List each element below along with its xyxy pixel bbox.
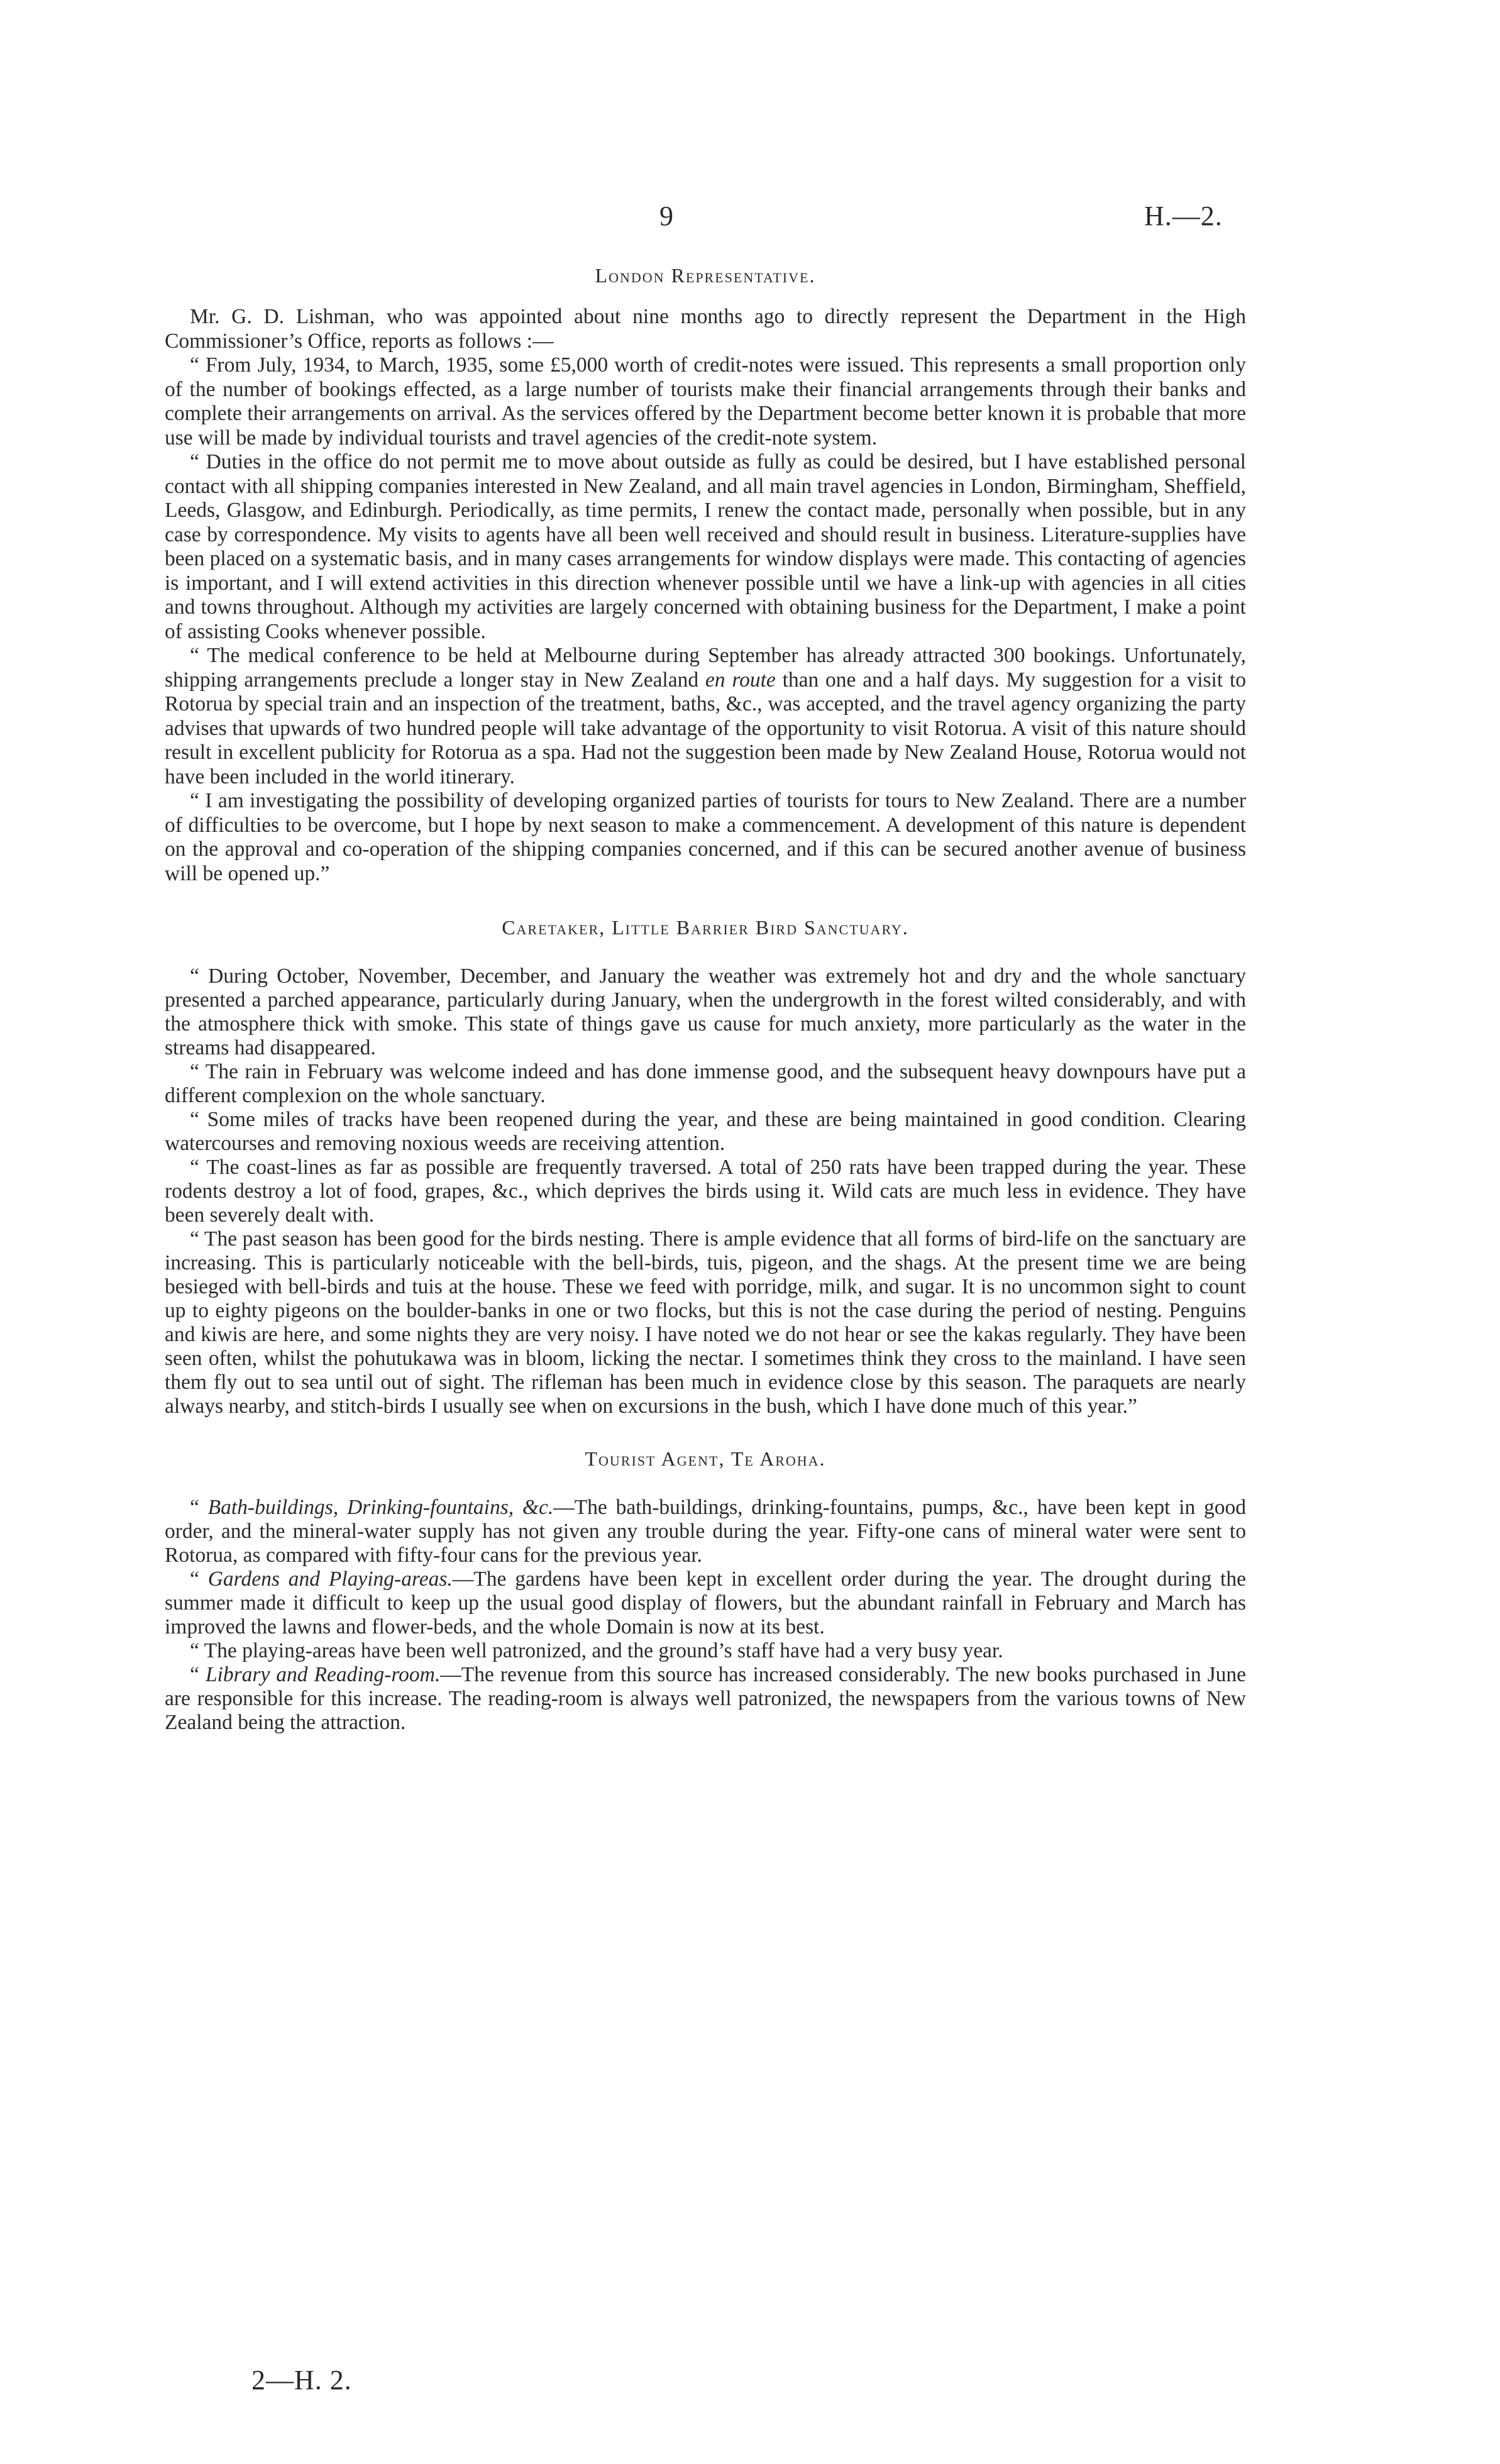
paragraph-text: —The revenue from this source has increased considerably. The new books purchased in June are responsible for this increase. The reading-room is always well patronized, the newspapers from the various towns of New Zealand being the attraction. [165, 1663, 1246, 1734]
section-tourist-agent-te-aroha [165, 1447, 1246, 1735]
section-heading: Tourist Agent, Te Aroha. [585, 1447, 826, 1470]
document-reference: H.—2. [1144, 201, 1223, 231]
paragraph-text: “ The medical conference to be held at Melbourne during September has already attracted 300 bookings. Unfortunately, shipping arrangements preclude a longer stay in New Zealand [165, 644, 1246, 692]
paragraph: “ The coast-lines as far as possible are frequently traversed. A total of 250 rats have been trapped during the year. These rodents destroy a lot of food, grapes, &c., which deprives the birds using it. Wild cats are much less in evidence. They have been severely dealt with. [165, 1156, 1246, 1227]
page-number: 9 [659, 201, 673, 231]
paragraph-text: —The gardens have been kept in excellent order during the year. The drought during the summer made it difficult to keep up the usual good display of flowers, but the abundant rainfall in February and March has improved the lawns and flower-beds, and the whole Domain is now at its best. [165, 1567, 1246, 1638]
italic-subheading: Bath-buildings, Drinking-fountains, &c. [207, 1496, 554, 1519]
italic-phrase: en route [705, 668, 776, 692]
page-content [165, 264, 1246, 1735]
paragraph [165, 644, 1246, 789]
paragraph: “ The rain in February was welcome indeed and has done immense good, and the subsequent heavy downpours have put a different complexion on the whole sanctuary. [165, 1060, 1246, 1107]
section-london-representative [165, 264, 1246, 886]
italic-subheading: Gardens and Playing-areas. [207, 1567, 453, 1591]
paragraph: “ Duties in the office do not permit me to move about outside as fully as could be desired, but I have established personal contact with all shipping companies interested in New Zealand, and all main travel agencies in London, Birmingham, Sheffield, Leeds, Glasgow, and Edinburgh. Periodically, as time permits, I renew the contact made, personally when possible, but in any case by correspondence. My visits to agents have all been well received and should result in business. Literature-supplies have been placed on a systematic basis, and in many cases arrangements for window displays were made. This contacting of agencies is important, and I will extend activities in this direction whenever possible until we have a link-up with agencies in all cities and towns throughout. Although my activities are largely concerned with obtaining business for the Department, I make a point of assisting Cooks whenever possible. [165, 450, 1246, 643]
opening-quote: “ [190, 1663, 206, 1686]
signature-mark: 2—H. 2. [251, 2365, 352, 2395]
section-heading: Caretaker, Little Barrier Bird Sanctuary. [502, 916, 909, 939]
paragraph [165, 1663, 1246, 1735]
paragraph: Mr. G. D. Lishman, who was appointed about nine months ago to directly represent the Department in the High Commissioner’s Office, reports as follows :— [165, 305, 1246, 353]
italic-subheading: Library and Reading-room. [205, 1663, 441, 1686]
paragraph: “ I am investigating the possibility of developing organized parties of tourists for tours to New Zealand. There are a number of difficulties to be overcome, but I hope by next season to make a commencement. A development of this nature is dependent on the approval and co-operation of the shipping companies concerned, and if this can be secured another avenue of business will be opened up.” [165, 789, 1246, 885]
paragraph-text: —The bath-buildings, drinking-fountains, pumps, &c., have been kept in good order, and the mineral-water supply has not given any trouble during the year. Fifty-one cans of mineral water were sent to Rotorua, as compared with fifty-four cans for the previous year. [165, 1496, 1246, 1567]
paragraph: “ During October, November, December, and January the weather was extremely hot and dry and the whole sanctuary presented a parched appearance, particularly during January, when the undergrowth in the forest wilted considerably, and with the atmosphere thick with smoke. This state of things gave us cause for much anxiety, more particularly as the water in the streams had disappeared. [165, 964, 1246, 1059]
paragraph [165, 1496, 1246, 1567]
section-caretaker-bird-sanctuary [165, 916, 1246, 1418]
paragraph-text: than one and a half days. My suggestion for a visit to Rotorua by special train and an inspection of the treatment, baths, &c., was accepted, and the travel agency organizing the party advises that upwards of two hundred people will take advantage of the opportunity to visit Rotorua. A visit of this nature should result in excellent publicity for Rotorua as a spa. Had not the suggestion been made by New Zealand House, Rotorua would not have been included in the world itinerary. [165, 668, 1247, 788]
opening-quote: “ [190, 1567, 208, 1591]
opening-quote: “ [190, 1496, 208, 1519]
paragraph: “ The playing-areas have been well patronized, and the ground’s staff have had a very busy year. [190, 1639, 1003, 1662]
paragraph: “ From July, 1934, to March, 1935, some £5,000 worth of credit-notes were issued. This represents a small proportion only of the number of bookings effected, as a large number of tourists make their financial arrangements through their banks and complete their arrangements on arrival. As the services offered by the Department become better known it is probable that more use will be made by individual tourists and travel agencies of the credit-note system. [165, 353, 1246, 450]
paragraph: “ Some miles of tracks have been reopened during the year, and these are being maintained in good condition. Clearing watercourses and removing noxious weeds are receiving attention. [165, 1108, 1246, 1155]
section-heading: London Representative. [595, 264, 816, 287]
paragraph [165, 1567, 1246, 1639]
paragraph: “ The past season has been good for the birds nesting. There is ample evidence that all forms of bird-life on the sanctuary are increasing. This is particularly noticeable with the bell-birds, tuis, pigeon, and the shags. At the present time we are being besieged with bell-birds and tuis at the house. These we feed with porridge, milk, and sugar. It is no uncommon sight to count up to eighty pigeons on the boulder-banks in one or two flocks, but this is not the case during the period of nesting. Penguins and kiwis are here, and some nights they are very noisy. I have noted we do not hear or see the kakas regularly. They have been seen often, whilst the pohutukawa was in bloom, licking the nectar. I sometimes think they cross to the mainland. I have seen them fly out to sea until out of sight. The rifleman has been much in evidence close by this season. The paraquets are nearly always nearby, and stitch-birds I usually see when on excursions in the bush, which I have done much of this year.” [165, 1227, 1246, 1418]
